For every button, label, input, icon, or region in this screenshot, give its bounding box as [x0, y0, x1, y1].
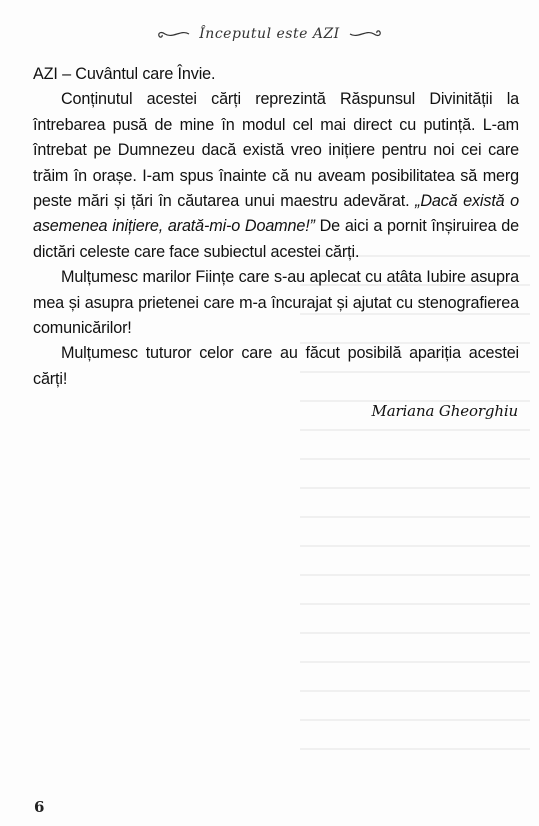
intro-line: AZI – Cuvântul care Învie. [33, 65, 216, 83]
flourish-left-icon [155, 27, 191, 41]
paragraph-1-text-b: De aici a pornit înșiruirea de dictări celeste care face subiectul acestei cărți. [33, 217, 519, 261]
paragraph-1 [33, 87, 519, 265]
paragraph-1-text-a: Conținutul acestei cărți reprezintă Răspunsul Divinității la întrebarea pusă de mine în modul cel mai direct cu putință. L-am întrebat pe Dumnezeu dacă există vreo inițiere pentru noi cei care trăim în orașe. I-am spus înainte că nu aveam posibilitatea să merg peste mări și țări în căutarea unui maestru adevărat. [33, 90, 519, 211]
page-number: 6 [34, 798, 45, 816]
flourish-right-icon [348, 27, 384, 41]
paragraph-1-quote: „Dacă există o asemenea inițiere, arată-mi-o Doamne!” [33, 192, 519, 236]
running-head [0, 24, 539, 44]
paragraph-3: Mulțumesc tuturor celor care au făcut posibilă apariția acestei cărți! [33, 344, 519, 388]
author-signature: Mariana Gheorghiu [371, 402, 518, 421]
running-head-title: Începutul este AZI [199, 26, 340, 42]
page-body [33, 62, 519, 425]
paragraph-2: Mulțumesc marilor Ființe care s-au aplecat cu atâta Iubire asupra mea și asupra prietenei care m-a încurajat și ajutat cu stenografierea comunicărilor! [33, 268, 519, 338]
